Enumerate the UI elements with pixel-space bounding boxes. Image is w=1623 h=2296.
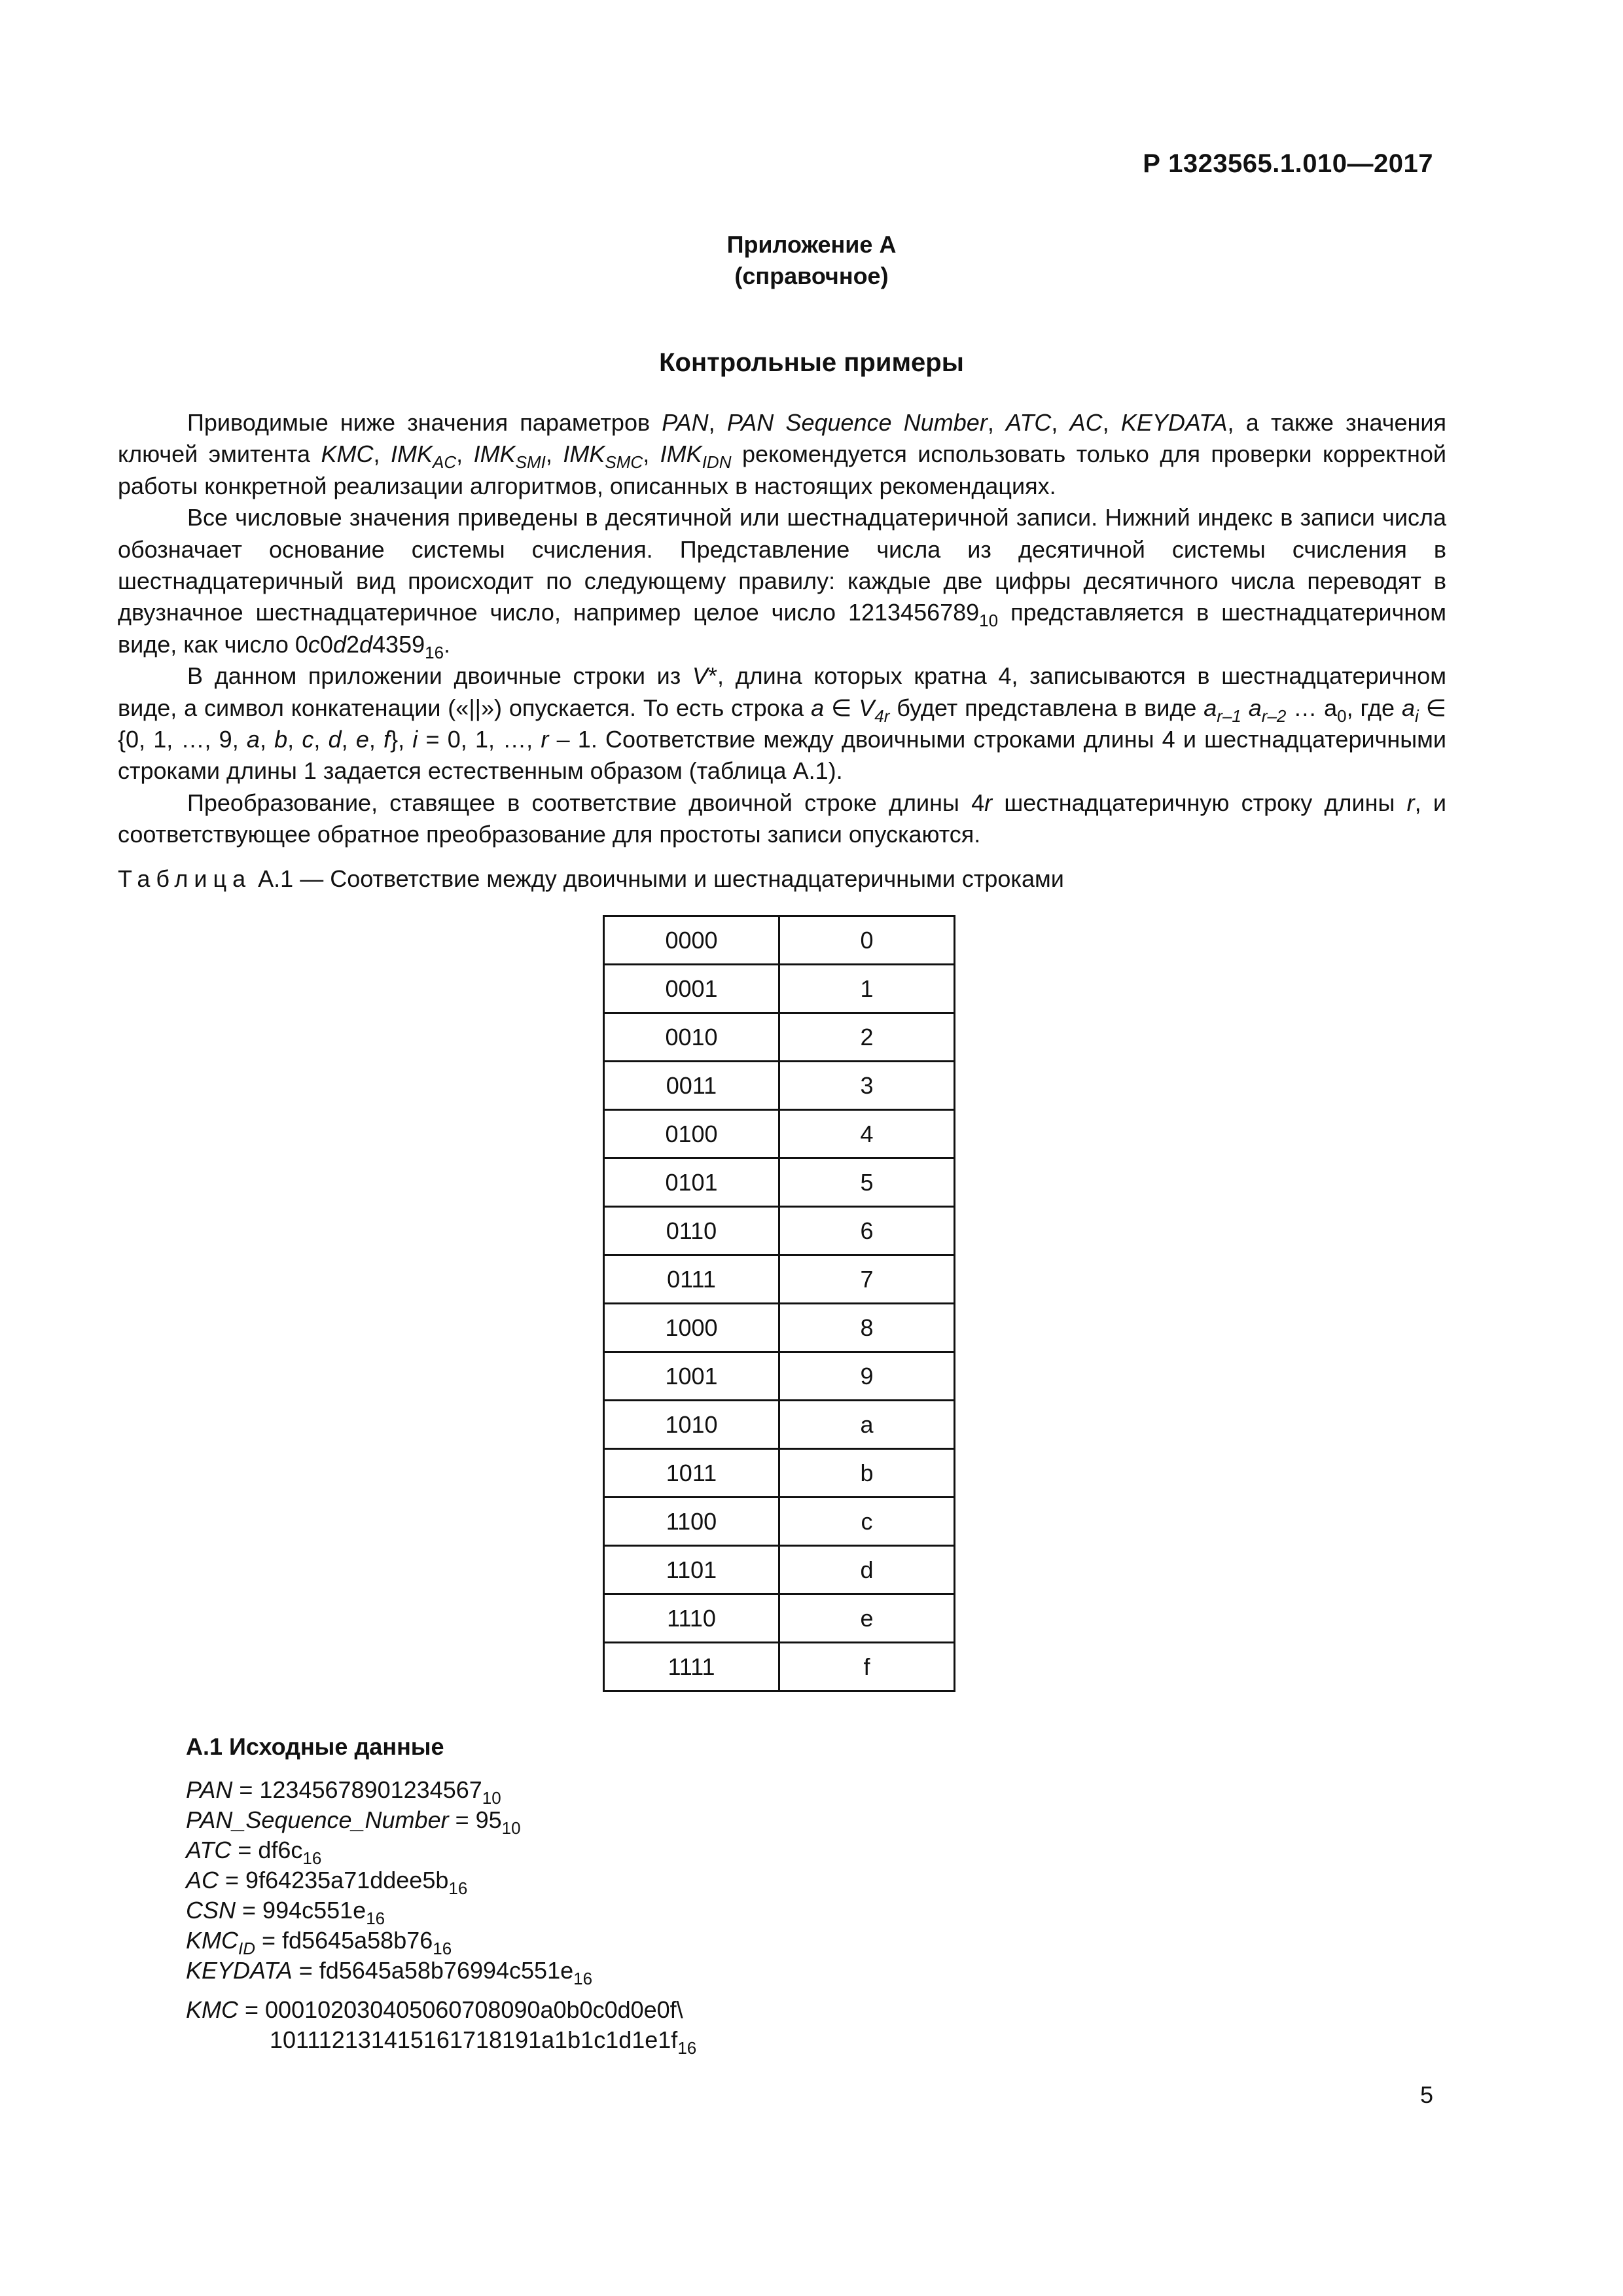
table-row [604, 1013, 955, 1062]
table-caption-word: Таблица [118, 865, 252, 892]
hex-cell: a [779, 1401, 955, 1449]
binary-cell: 0011 [604, 1062, 779, 1110]
annex-title: Приложение А [726, 231, 897, 258]
hex-cell: c [779, 1498, 955, 1546]
document-id: Р 1323565.1.010—2017 [1143, 149, 1433, 178]
binary-cell: 1111 [604, 1643, 779, 1691]
binary-cell: 0110 [604, 1207, 779, 1255]
subsection-title: А.1 Исходные данные [186, 1733, 444, 1760]
hex-cell: f [779, 1643, 955, 1691]
binary-cell: 1110 [604, 1594, 779, 1643]
table-row [604, 1207, 955, 1255]
hex-cell: 1 [779, 965, 955, 1013]
binary-cell: 0010 [604, 1013, 779, 1062]
table-row [604, 1643, 955, 1691]
table-caption [118, 865, 1064, 893]
pan-line: PAN = $12345678901234567_{10}$ [186, 1776, 501, 1808]
table-row [604, 1352, 955, 1401]
table-row [604, 1546, 955, 1594]
binary-cell: 1000 [604, 1304, 779, 1352]
binary-cell: 0000 [604, 916, 779, 965]
source-data-list [186, 1775, 697, 2058]
hex-cell: b [779, 1449, 955, 1498]
table-row [604, 1594, 955, 1643]
annex-note: (справочное) [734, 262, 889, 289]
table-row [604, 1304, 955, 1352]
page-number: 5 [1419, 2081, 1433, 2108]
binary-cell: 1100 [604, 1498, 779, 1546]
annex-heading [0, 229, 1623, 292]
paragraph-3: В данном приложении двоичные строки из V*, длина которых кратна 4, записываются в шестнадцатеричном виде, а символ конкатенации («||») опускается. То есть строка a ∈ $V_{4r}$ будет представлена в виде $a_{r-1}$ $a_{r-2}$ … $a_0$, где $a_i$ ∈ {0, 1, …, 9, a, b, c, d, e, f}, i = 0, 1, …, r – 1. Соответствие между двоичными строками длины 4 и шестнадцатеричными строками длины 1 задается естественным образом (таблица А.1). [118, 662, 1446, 785]
table-row [604, 1498, 955, 1546]
paragraph-1: Приводимые ниже значения параметров PAN, PAN Sequence Number, ATC, AC, KEYDATA, а также значения ключей эмитента KMC, $IMK_{AC}$, $IMK_{SMI}$, $IMK_{SMC}$, $IMK_{IDN}$ рекомендуется использовать только для проверки корректной работы конкретной реализации алгоритмов, описанных в настоящих рекомендациях. [118, 409, 1446, 499]
table-row [604, 1110, 955, 1158]
table-caption-text: А.1 — Соответствие между двоичными и шестнадцатеричными строками [251, 865, 1064, 892]
table-row [604, 1255, 955, 1304]
hex-cell: e [779, 1594, 955, 1643]
csn-line: CSN = $994c551e_{16}$ [186, 1897, 385, 1928]
hex-cell: 9 [779, 1352, 955, 1401]
hex-cell: 7 [779, 1255, 955, 1304]
atc-line: ATC = $df6c_{16}$ [186, 1837, 322, 1868]
kmc-id-line: $KMC_{ID} = fd5645a58b76_{16}$ [186, 1927, 452, 1958]
binary-cell: 1101 [604, 1546, 779, 1594]
hex-cell: 6 [779, 1207, 955, 1255]
binary-cell: 1010 [604, 1401, 779, 1449]
body-text [118, 407, 1446, 851]
section-title: Контрольные примеры [659, 348, 964, 377]
binary-hex-table [603, 915, 955, 1692]
table-row [604, 1158, 955, 1207]
hex-cell: 2 [779, 1013, 955, 1062]
binary-cell: 1001 [604, 1352, 779, 1401]
paragraph-2: Все числовые значения приведены в десятичной или шестнадцатеричной записи. Нижний индекс в записи числа обозначает основание системы счисления. Представление числа из десятичной системы счисления в шестнадцатеричный вид происходит по следующему правилу: каждые две цифры десятичного числа переводят в двузначное шестнадцатеричное число, например целое число $1213456789_{10}$ представляется в шестнадцатеричном виде, как число $0c0d2d4359_{16}$. [118, 504, 1446, 662]
hex-cell: 3 [779, 1062, 955, 1110]
table-row [604, 965, 955, 1013]
ac-line: AC = $9f64235a71ddee5b_{16}$ [186, 1867, 468, 1898]
pan-sequence-number-line: PAN_Sequence_Number = $95_{10}$ [186, 1806, 521, 1838]
binary-cell: 0101 [604, 1158, 779, 1207]
kmc-line-continuation: $101112131415161718191a1b1c1d1e1f_{16}$ [270, 2026, 697, 2058]
paragraph-4: Преобразование, ставящее в соответствие двоичной строке длины 4r шестнадцатеричную строку длины r, и соответствующее обратное преобразование для простоты записи опускаются. [118, 789, 1446, 848]
table-row [604, 916, 955, 965]
hex-cell: 4 [779, 1110, 955, 1158]
binary-cell: 0001 [604, 965, 779, 1013]
table-row [604, 1062, 955, 1110]
hex-cell: 5 [779, 1158, 955, 1207]
table-row [604, 1401, 955, 1449]
hex-cell: 8 [779, 1304, 955, 1352]
hex-cell: 0 [779, 916, 955, 965]
hex-cell: d [779, 1546, 955, 1594]
binary-cell: 0100 [604, 1110, 779, 1158]
kmc-line: KMC = 000102030405060708090a0b0c0d0e0f\ [186, 1996, 683, 2023]
binary-cell: 1011 [604, 1449, 779, 1498]
binary-cell: 0111 [604, 1255, 779, 1304]
keydata-line: KEYDATA = $fd5645a58b76994c551e_{16}$ [186, 1957, 593, 1988]
table-row [604, 1449, 955, 1498]
